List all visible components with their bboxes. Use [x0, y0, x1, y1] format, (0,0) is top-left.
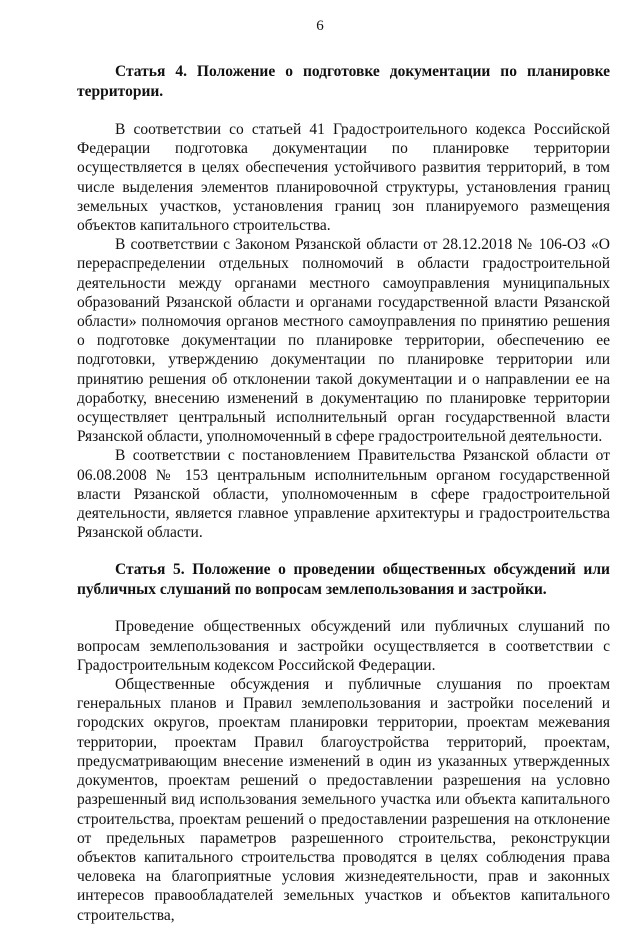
- article-5-paragraph-2: Общественные обсуждения и публичные слушания по проектам генеральных планов и Правил землепользования и застройки поселений и городских округов, проектам планировки территории, проектам межевания территории, проектам Правил благоустройства территорий, проектам, предусматривающим внесение изменений в один из указанных утвержденных документов, проектам решений о предоставлении разрешения на условно разрешенный вид использования земельного участка или объекта капитального строительства, проектам решений о предоставлении разрешения на отклонение от предельных параметров разрешенного строительства, реконструкции объектов капитального строительства проводятся в целях соблюдения права человека на благоприятные условия жизнедеятельности, прав и законных интересов правообладателей земельных участков и объектов капитального строительства,: [77, 676, 610, 924]
- article-5-paragraph-1: Проведение общественных обсуждений или публичных слушаний по вопросам землепользования и застройки осуществляется в соответствии с Градостроительным кодексом Российской Федерации.: [77, 618, 610, 674]
- page-number: 6: [316, 18, 324, 34]
- article-4-paragraph-1: В соответствии со статьей 41 Градостроительного кодекса Российской Федерации подготовка документации по планировке территории осуществляется в целях обеспечения устойчивого развития территорий, в том числе выделения элементов планировочной структуры, установления границ земельных участков, установления границ зон планируемого размещения объектов капитального строительства.: [77, 121, 610, 235]
- article-5-heading: Статья 5. Положение о проведении общественных обсуждений или публичных слушаний по вопросам землепользования и застройки.: [77, 561, 610, 599]
- article-4-heading: Статья 4. Положение о подготовке документации по планировке территории.: [77, 63, 610, 100]
- article-4-paragraph-3: В соответствии с постановлением Правительства Рязанской области от 06.08.2008 № 153 центральным исполнительным органом государственной власти Рязанской области, уполномоченным в сфере градостроительной деятельности, является главное управление архитектуры и градостроительства Рязанской области.: [77, 447, 610, 542]
- document-body: [77, 62, 610, 925]
- article-4-paragraph-2: В соответствии с Законом Рязанской области от 28.12.2018 № 106-ОЗ «О перераспределении отдельных полномочий в области градостроительной деятельности между органами местного самоуправления муниципальных образований Рязанской области и органами государственной власти Рязанской области» полномочия органов местного самоуправления по принятию решения о подготовке документации по планировке территории, обеспечению ее подготовки, утверждению документации по планировке территории или принятию решения об отклонении такой документации и о направлении ее на доработку, внесению изменений в документацию по планировке территории осуществляет центральный исполнительный орган государственной власти Рязанской области, уполномоченный в сфере градостроительной деятельности.: [77, 236, 610, 446]
